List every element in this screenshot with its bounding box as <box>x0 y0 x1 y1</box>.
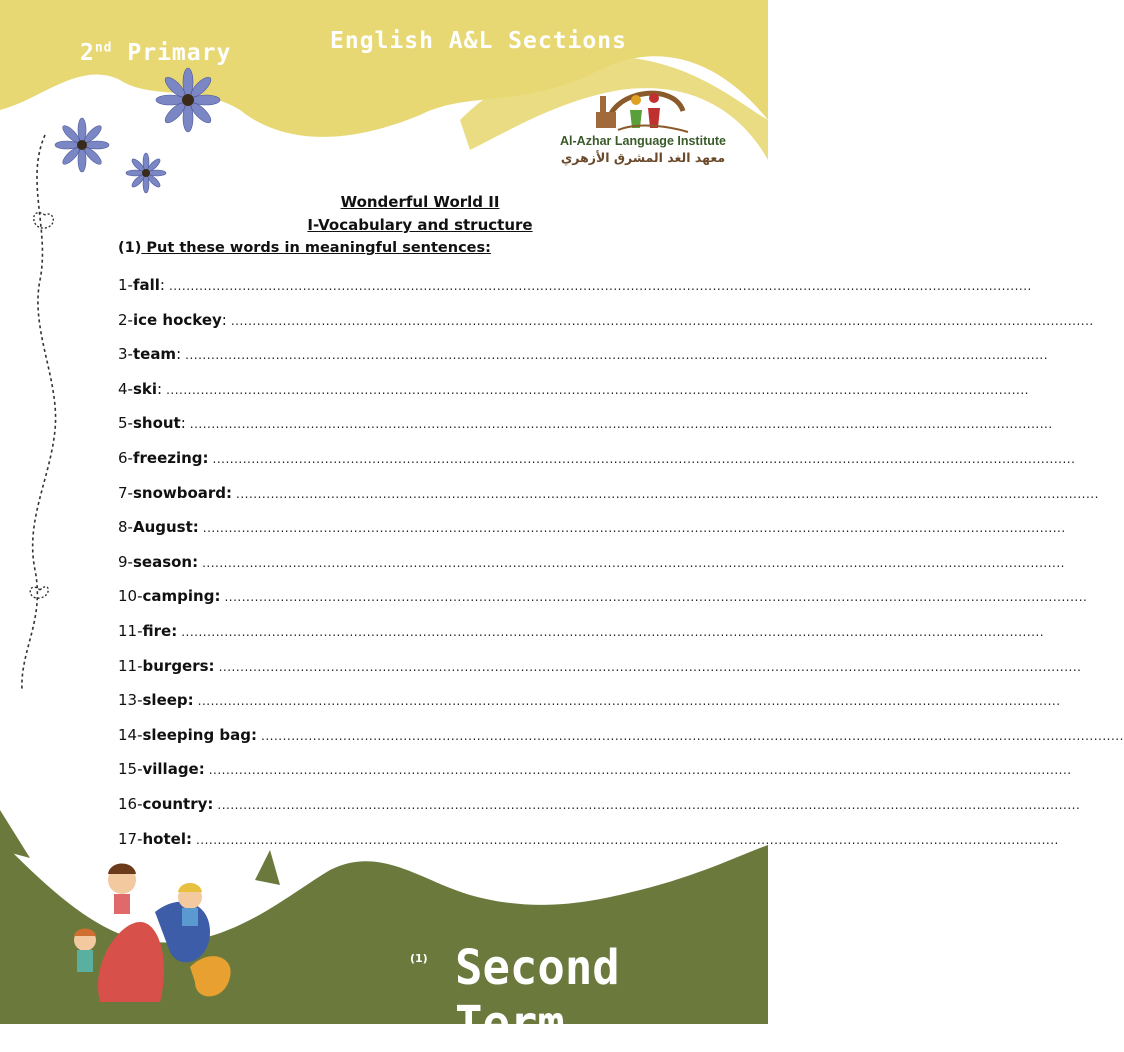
instruction-text: Put these words in meaningful sentences: <box>141 240 491 256</box>
vocab-item-number: 5- <box>118 414 133 433</box>
vocab-item-number: 4- <box>118 379 133 398</box>
vocab-item-number: 10- <box>118 587 143 606</box>
vocab-item <box>118 310 1094 346</box>
vocabulary-list <box>118 276 1124 864</box>
vocab-item-colon: : <box>157 379 163 398</box>
vocab-item-word: shout <box>132 414 181 433</box>
vocab-item-colon: : <box>180 414 186 433</box>
answer-line[interactable]: ........................................................................................................................................................................................................ <box>212 451 1076 466</box>
vocab-item <box>118 691 1061 726</box>
vocab-item <box>118 414 1053 449</box>
vocab-item <box>118 483 1099 519</box>
vocab-item <box>118 379 1029 415</box>
vocab-item-number: 1- <box>118 276 133 294</box>
vocab-item <box>118 794 1081 830</box>
vocab-item-number: 17- <box>118 829 143 848</box>
subject-label: English A&L Sections <box>330 28 627 54</box>
answer-line[interactable]: ........................................................................................................................................................................................................ <box>261 728 1124 743</box>
answer-line[interactable]: ........................................................................................................................................................................................................ <box>197 694 1061 709</box>
logo-name-en: Al-Azhar Language Institute <box>560 134 726 148</box>
vocab-item-word: team <box>132 345 177 364</box>
vocab-item <box>118 518 1066 553</box>
section-title: I-Vocabulary and structure <box>307 216 533 234</box>
grade-word: Primary <box>127 40 232 66</box>
answer-line[interactable]: ........................................................................................................................................................................................................ <box>236 486 1099 501</box>
answer-line[interactable]: ........................................................................................................................................................................................................ <box>202 555 1065 570</box>
institute-logo <box>548 76 738 176</box>
vocab-item-colon: : <box>221 310 227 329</box>
answer-line[interactable]: ........................................................................................................................................................................................................ <box>208 763 1072 778</box>
answer-line[interactable]: ........................................................................................................................................................................................................ <box>189 417 1053 432</box>
vocab-item-number: 6- <box>118 448 133 467</box>
answer-line[interactable]: ........................................................................................................................................................................................................ <box>181 624 1045 639</box>
grade-suffix: nd <box>94 40 113 56</box>
vocab-item-word: sleeping bag: <box>142 725 258 744</box>
vocab-item-number: 16- <box>118 794 143 813</box>
vocab-item-word: freezing: <box>132 448 209 467</box>
vocab-item <box>118 276 1032 311</box>
unit-title: Wonderful World II <box>340 193 500 211</box>
answer-line[interactable]: ........................................................................................................................................................................................................ <box>202 521 1066 536</box>
vocab-item-word: sleep: <box>142 691 194 710</box>
answer-line[interactable]: ........................................................................................................................................................................................................ <box>166 382 1029 397</box>
page-number: (1) <box>410 952 428 965</box>
answer-line[interactable]: ........................................................................................................................................................................................................ <box>168 279 1032 293</box>
vocab-item <box>118 760 1072 795</box>
answer-line[interactable]: ........................................................................................................................................................................................................ <box>224 590 1088 605</box>
vocab-item <box>118 587 1088 622</box>
instruction <box>118 240 491 256</box>
vocab-item-number: 11- <box>118 656 143 675</box>
flower-icon <box>156 68 220 132</box>
vocab-item-colon: : <box>159 276 165 294</box>
vocab-item-word: burgers: <box>142 656 215 675</box>
vocab-item-word: country: <box>142 794 214 813</box>
vocab-item-word: fall <box>132 276 160 294</box>
vocab-item-number: 11- <box>118 621 143 640</box>
vocab-item-word: fire: <box>142 621 178 640</box>
grade-number: 2 <box>80 40 95 66</box>
vocab-item-number: 15- <box>118 760 143 779</box>
vocab-item-number: 14- <box>118 725 143 744</box>
answer-line[interactable]: ........................................................................................................................................................................................................ <box>185 348 1049 363</box>
term-label: Second Term <box>455 940 620 1052</box>
vocab-item <box>118 621 1045 657</box>
vocab-item-number: 7- <box>118 483 133 502</box>
logo-name-ar: معهد الغد المشرق الأزهري <box>560 150 726 165</box>
answer-line[interactable]: ........................................................................................................................................................................................................ <box>217 797 1081 812</box>
vocab-item-number: 8- <box>118 518 133 537</box>
grade-label <box>80 40 231 66</box>
flower-icon <box>126 153 166 193</box>
flower-icon <box>55 118 109 172</box>
vocab-item-colon: : <box>176 345 182 364</box>
vocab-item-number: 9- <box>118 552 133 571</box>
answer-line[interactable]: ........................................................................................................................................................................................................ <box>230 313 1094 328</box>
vocab-item <box>118 725 1124 761</box>
vocab-item-number: 3- <box>118 345 133 364</box>
vocab-item-word: snowboard: <box>132 483 233 502</box>
vocab-item-word: August: <box>132 518 199 537</box>
vocab-item-word: village: <box>142 760 205 779</box>
vocab-item-word: season: <box>132 552 199 571</box>
vocab-item <box>118 552 1065 588</box>
answer-line[interactable]: ........................................................................................................................................................................................................ <box>195 832 1059 847</box>
vocab-item-word: hotel: <box>142 829 192 848</box>
vocab-item-number: 2- <box>118 310 133 329</box>
kids-abc-illustration <box>60 852 240 1012</box>
vocab-item-word: ski <box>132 379 158 398</box>
vocab-item-word: camping: <box>142 587 221 606</box>
vocab-item-number: 13- <box>118 691 143 710</box>
vocab-item <box>118 448 1076 484</box>
instruction-number: (1) <box>118 240 142 256</box>
vocab-item <box>118 345 1049 380</box>
logo-icon <box>548 76 738 136</box>
vocab-item-word: ice hockey <box>132 310 222 329</box>
answer-line[interactable]: ........................................................................................................................................................................................................ <box>218 659 1082 674</box>
vocab-item <box>118 656 1082 692</box>
